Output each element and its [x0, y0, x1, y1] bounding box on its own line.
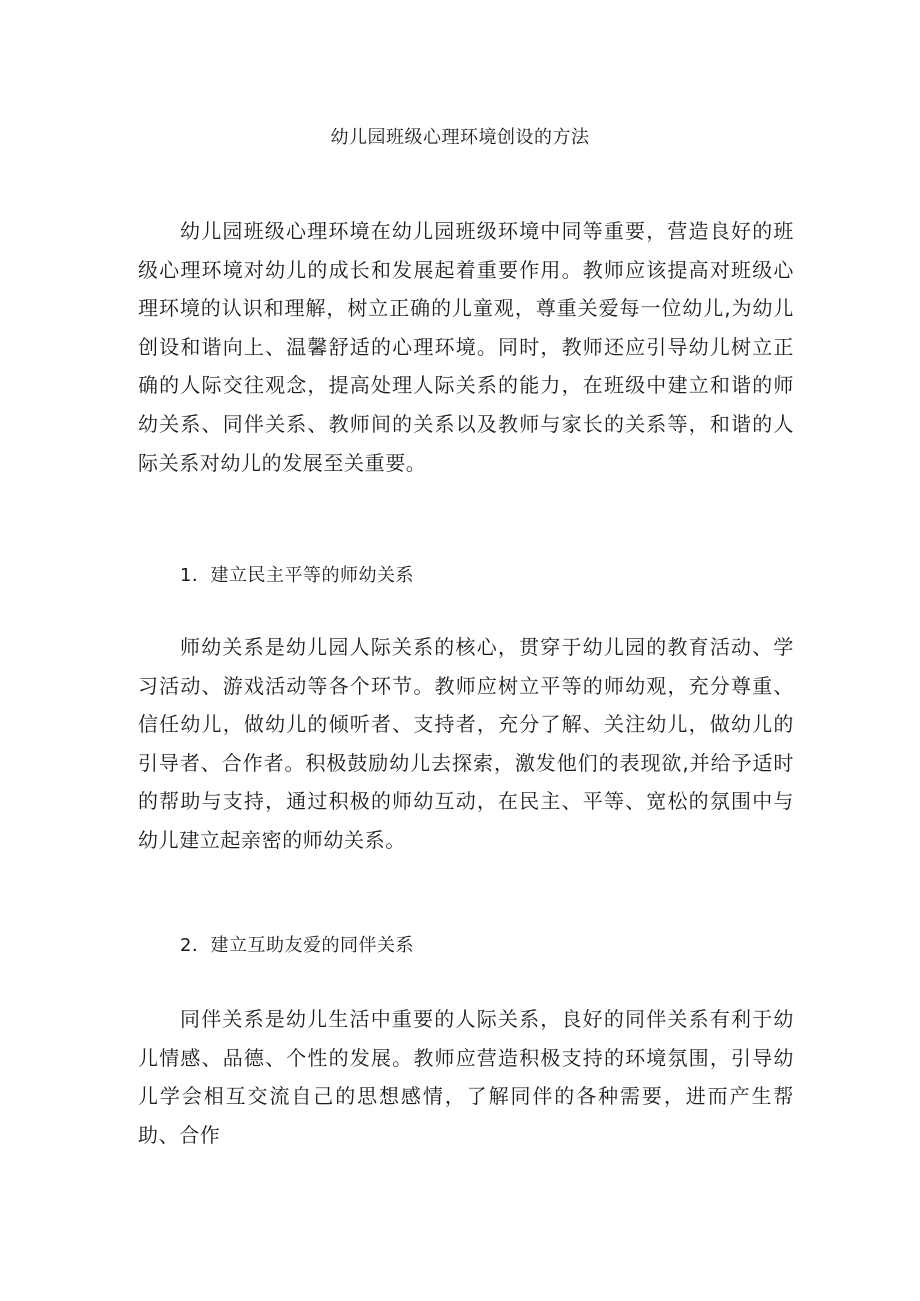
paragraph-intro: 幼儿园班级心理环境在幼儿园班级环境中同等重要，营造良好的班级心理环境对幼儿的成长和发展起着重要作用。教师应该提高对班级心理环境的认识和理解，树立正确的儿童观，尊重关爱每一位幼儿,为幼儿创设和谐向上、温馨舒适的心理环境。同时，教师还应引导幼儿树立正确的人际交往观念，提高处理人际关系的能力，在班级中建立和谐的师幼关系、同伴关系、教师间的关系以及教师与家长的关系等，和谐的人际关系对幼儿的发展至关重要。	[138, 219, 794, 475]
section-heading-2: 2．建立互助友爱的同伴关系	[180, 935, 414, 956]
paragraph-peer: 同伴关系是幼儿生活中重要的人际关系，良好的同伴关系有利于幼儿情感、品德、个性的发展。教师应营造积极支持的环境氛围，引导幼儿学会相互交流自己的思想感情，了解同伴的各种需要，进而产生帮助、合作	[138, 1007, 794, 1147]
section-heading-1: 1．建立民主平等的师幼关系	[180, 565, 414, 586]
paragraph-teacher-child: 师幼关系是幼儿园人际关系的核心，贯穿于幼儿园的教育活动、学习活动、游戏活动等各个环节。教师应树立平等的师幼观，充分尊重、信任幼儿，做幼儿的倾听者、支持者，充分了解、关注幼儿，做幼儿的引导者、合作者。积极鼓励幼儿去探索，激发他们的表现欲,并给予适时的帮助与支持，通过积极的师幼互动，在民主、平等、宽松的氛围中与幼儿建立起亲密的师幼关系。	[138, 635, 794, 852]
document-title: 幼儿园班级心理环境创设的方法	[330, 127, 590, 148]
